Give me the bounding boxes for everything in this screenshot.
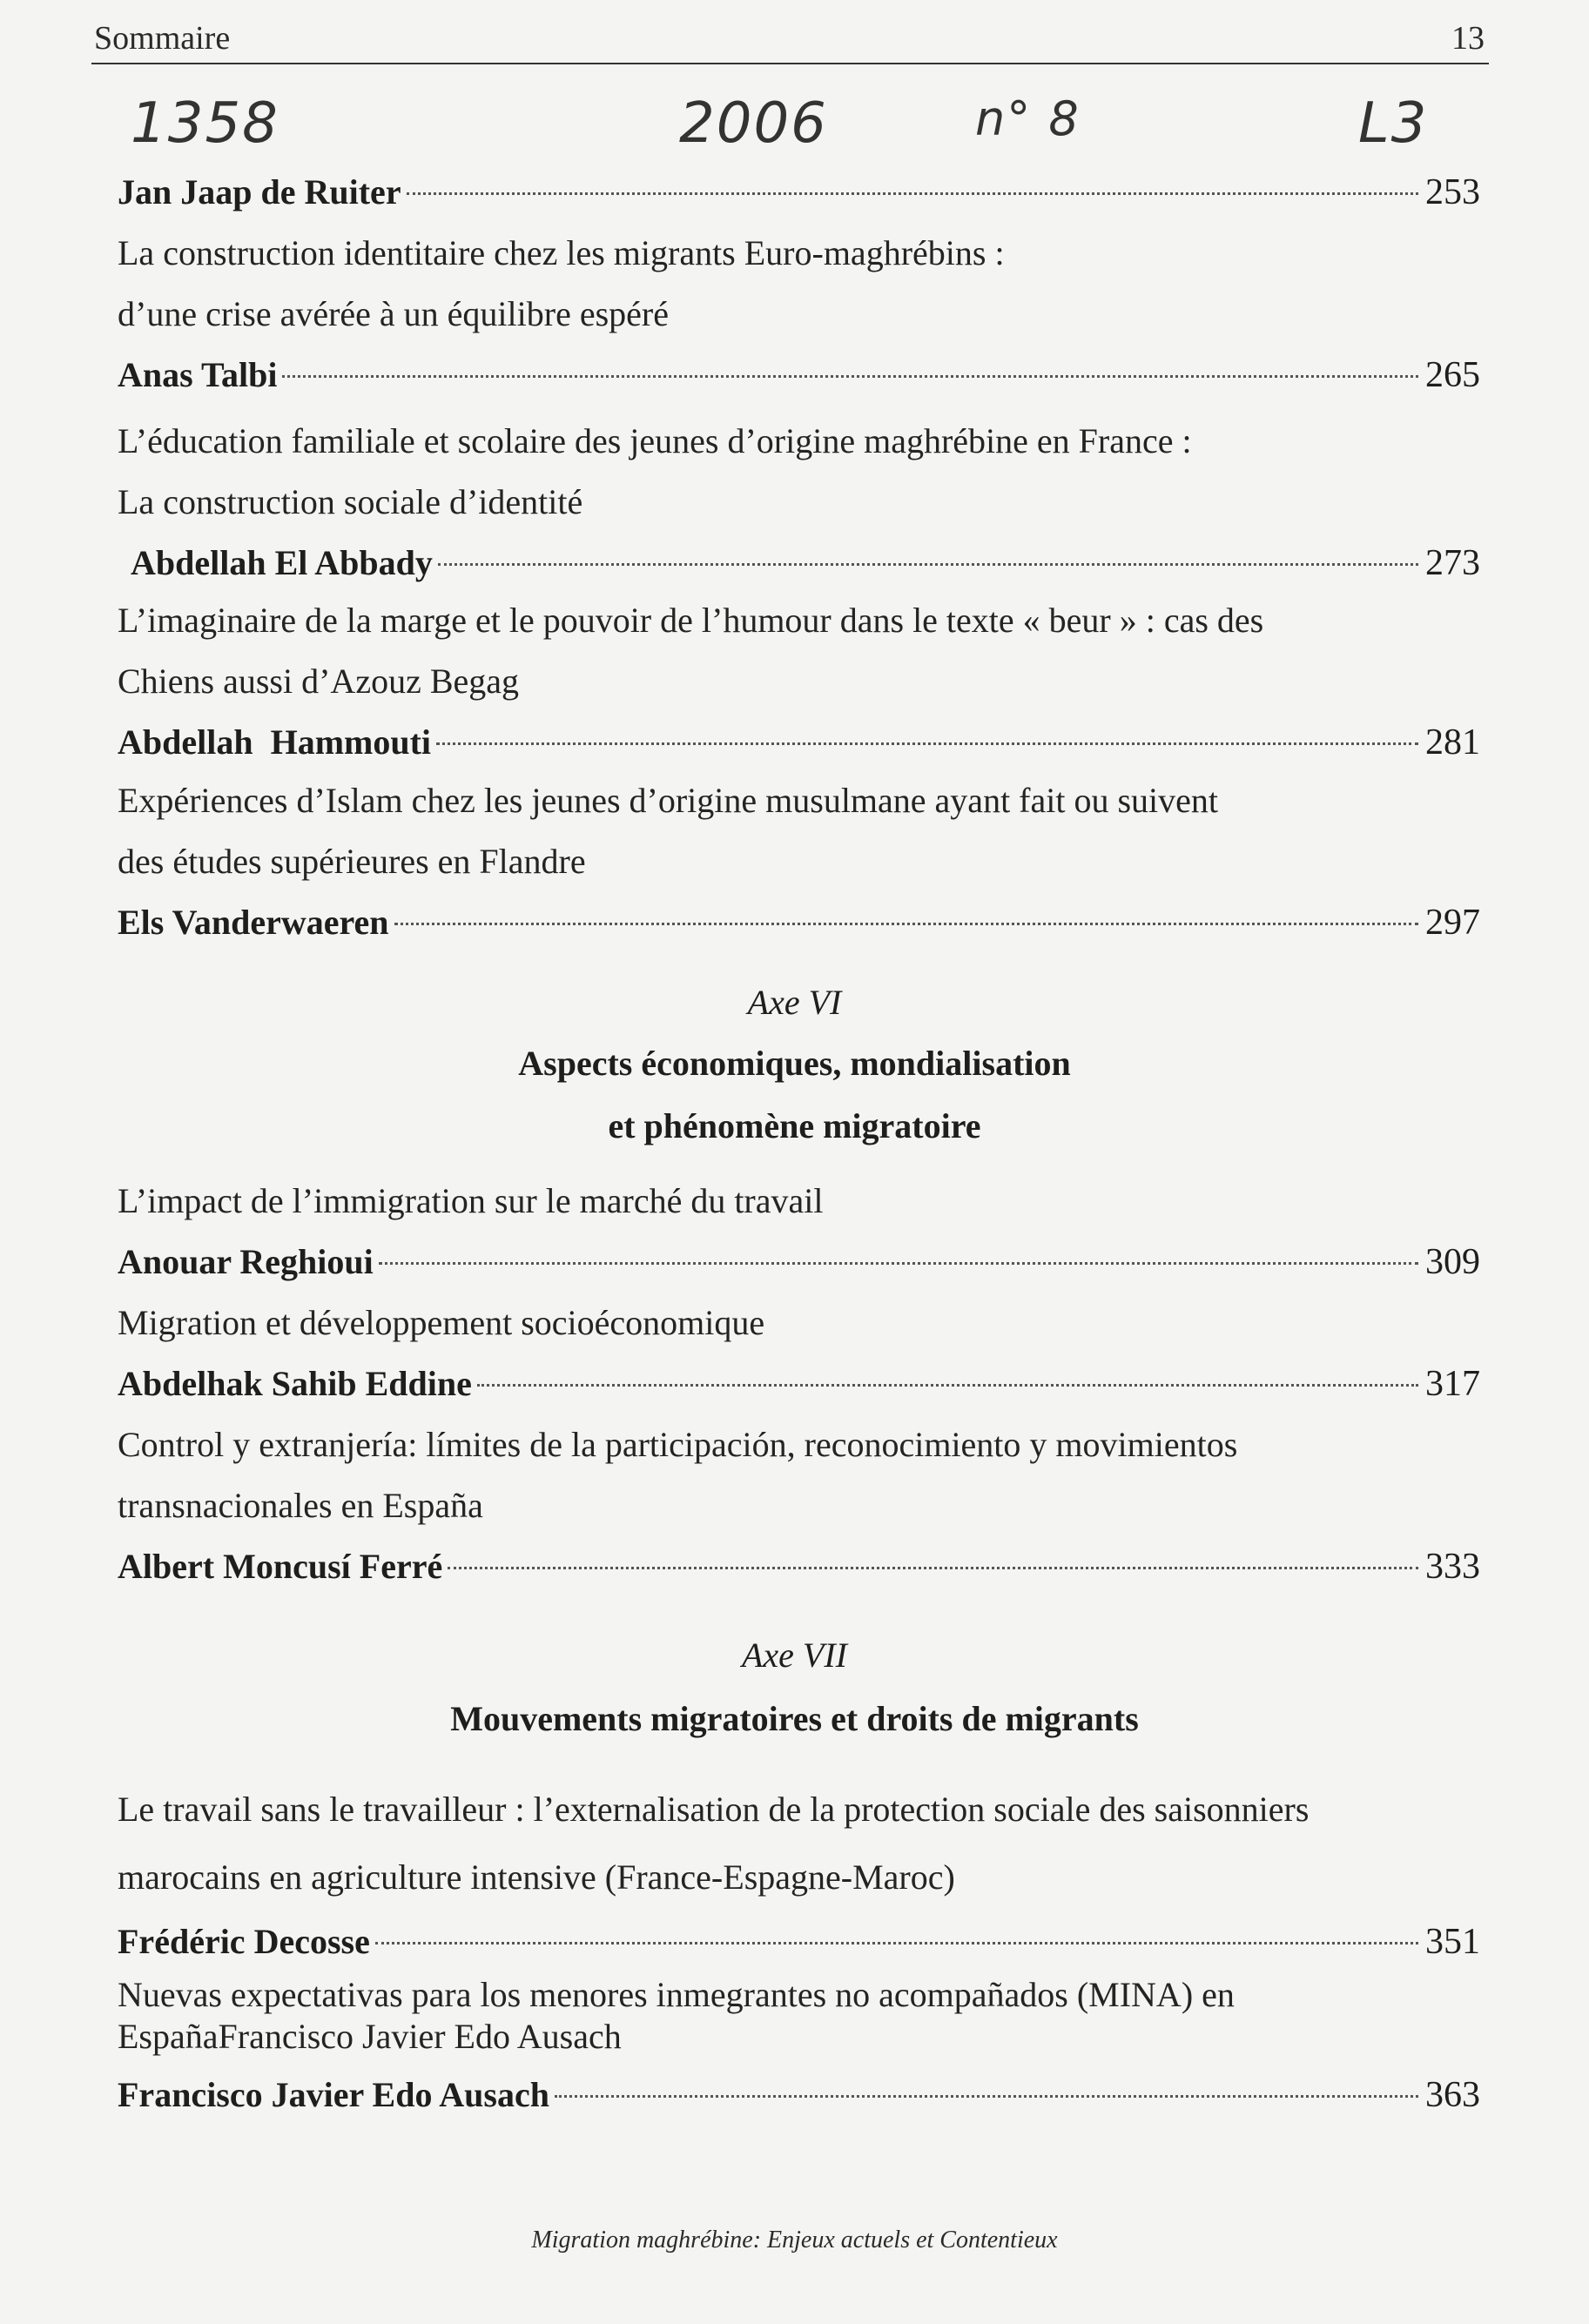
toc-author-line[interactable] <box>118 1353 1480 1414</box>
toc-author: Anouar Reghioui <box>118 1242 374 1281</box>
dot-leader <box>448 1567 1418 1569</box>
toc-page-number: 265 <box>1425 355 1480 395</box>
toc-title-line: L’imaginaire de la marge et le pouvoir de l’humour dans le texte « beur » : cas des <box>118 601 1264 640</box>
toc-entry <box>118 162 1480 223</box>
axe-label: Axe VI <box>747 983 842 1022</box>
axe-title <box>0 1032 1589 1158</box>
toc-author: Albert Moncusí Ferré <box>118 1547 443 1586</box>
dot-leader <box>438 563 1418 566</box>
page-number: 13 <box>1451 20 1485 57</box>
toc-page-number: 273 <box>1425 543 1480 583</box>
handwritten-note-shelf: L3 <box>1358 91 1429 156</box>
dot-leader <box>379 1262 1418 1265</box>
toc-page-number: 363 <box>1425 2075 1480 2115</box>
toc-page-number: 297 <box>1425 903 1480 943</box>
toc-title-line: d’une crise avérée à un équilibre espéré <box>118 294 669 333</box>
toc-author: Jan Jaap de Ruiter <box>118 172 401 212</box>
dot-leader <box>375 1942 1418 1945</box>
toc-title-line: Le travail sans le travailleur : l’externalisation de la protection sociale des saisonniers <box>118 1790 1310 1829</box>
toc-author: Francisco Javier Edo Ausach <box>118 2075 549 2114</box>
dot-leader <box>394 923 1418 925</box>
toc-title-line: Control y extranjería: límites de la participación, reconocimiento y movimientos <box>118 1425 1238 1464</box>
toc-author-line[interactable] <box>118 1911 1480 1972</box>
toc-title-line: La construction identitaire chez les migrants Euro-maghrébins : <box>118 233 1005 272</box>
toc-entry <box>118 590 1480 773</box>
handwritten-note-year: 2006 <box>679 91 828 156</box>
toc-author-line[interactable] <box>118 1536 1480 1597</box>
toc-entry <box>118 1776 1480 1972</box>
toc-author: Abdelhak Sahib Eddine <box>118 1364 472 1403</box>
toc-page-number: 309 <box>1425 1242 1480 1282</box>
axe-title-line: Aspects économiques, mondialisation <box>518 1044 1071 1083</box>
toc-author: Abdellah Hammouti <box>118 722 432 762</box>
toc-author-line[interactable] <box>118 345 1480 406</box>
toc-entry <box>118 223 1480 406</box>
toc-title-line: Expériences d’Islam chez les jeunes d’origine musulmane ayant fait ou suivent <box>118 781 1219 820</box>
page-footer: Migration maghrébine: Enjeux actuels et Contentieux <box>531 2227 1058 2253</box>
toc-author: Anas Talbi <box>118 355 278 394</box>
toc-author-line[interactable] <box>118 1232 1480 1293</box>
toc-entry <box>118 770 1480 953</box>
toc-entry <box>118 1293 1480 1414</box>
dot-leader <box>282 375 1418 378</box>
toc-author-line[interactable] <box>118 533 1480 594</box>
axe-title-line: et phénomène migratoire <box>608 1106 981 1145</box>
toc-title-line: L’impact de l’immigration sur le marché du travail <box>118 1181 824 1220</box>
toc-author: Frédéric Decosse <box>118 1922 370 1961</box>
toc-author-line[interactable] <box>118 162 1480 223</box>
dot-leader <box>477 1384 1418 1387</box>
toc-title-line: La construction sociale d’identité <box>118 482 583 521</box>
dot-leader <box>555 2095 1418 2098</box>
running-head: Sommaire <box>94 20 231 57</box>
toc-page-number: 317 <box>1425 1364 1480 1404</box>
dot-leader <box>436 742 1418 745</box>
handwritten-note-issue: n° 8 <box>975 91 1081 146</box>
toc-title-line: EspañaFrancisco Javier Edo Ausach <box>118 2017 622 2056</box>
toc-page-number: 351 <box>1425 1922 1480 1962</box>
toc-entry <box>118 1414 1480 1597</box>
toc-author: Abdellah El Abbady <box>131 543 433 582</box>
toc-title-line: transnacionales en España <box>118 1486 483 1525</box>
toc-entry <box>118 1974 1480 2126</box>
toc-entry <box>118 411 1480 594</box>
toc-author: Els Vanderwaeren <box>118 903 389 942</box>
axe-label: Axe VII <box>741 1636 847 1675</box>
toc-title-line: Migration et développement socioéconomique <box>118 1303 765 1342</box>
header-rule <box>91 63 1489 64</box>
toc-author-line[interactable] <box>118 2065 1480 2126</box>
axe-title-line: Mouvements migratoires et droits de migrants <box>450 1699 1139 1738</box>
toc-entry <box>118 1171 1480 1293</box>
toc-title-line: Nuevas expectativas para los menores inmegrantes no acompañados (MINA) en <box>118 1975 1235 2014</box>
toc-author-line[interactable] <box>118 712 1480 773</box>
dot-leader <box>407 192 1418 195</box>
toc-title-line: des études supérieures en Flandre <box>118 842 586 881</box>
toc-page-number: 333 <box>1425 1547 1480 1587</box>
toc-title-line: Chiens aussi d’Azouz Begag <box>118 662 520 701</box>
toc-author-line[interactable] <box>118 892 1480 953</box>
toc-title-line: L’éducation familiale et scolaire des jeunes d’origine maghrébine en France : <box>118 421 1192 460</box>
axe-title <box>0 1688 1589 1750</box>
handwritten-note-ref: 1358 <box>131 91 279 156</box>
toc-title-line: marocains en agriculture intensive (France-Espagne-Maroc) <box>118 1857 955 1897</box>
toc-page-number: 281 <box>1425 722 1480 762</box>
toc-page-number: 253 <box>1425 172 1480 212</box>
